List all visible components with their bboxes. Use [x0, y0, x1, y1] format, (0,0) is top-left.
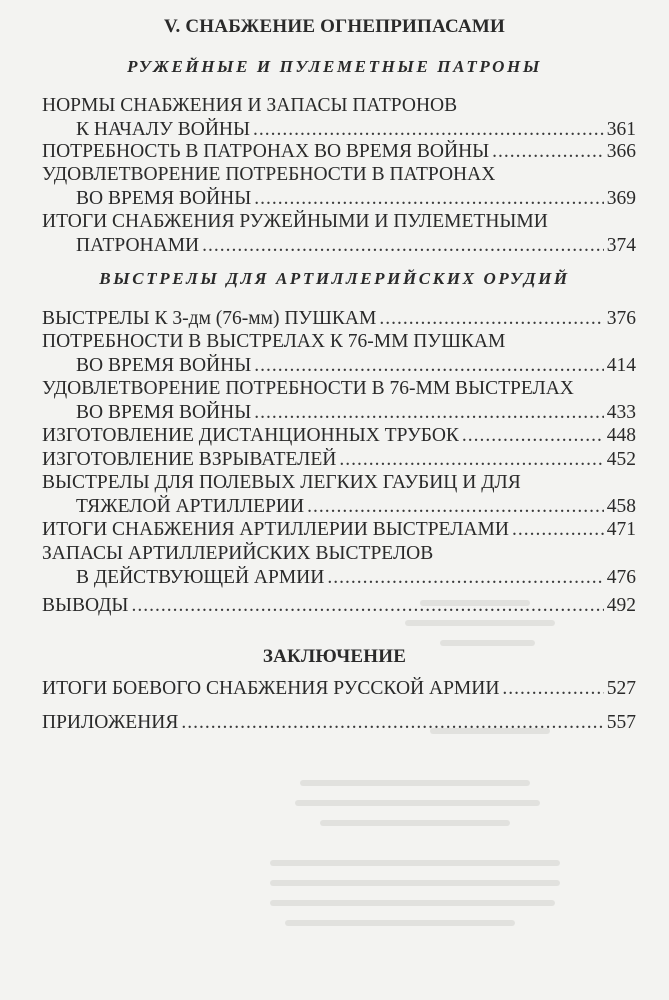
page-number: 452	[606, 449, 636, 470]
page-number: 458	[606, 496, 636, 517]
toc-entry	[42, 471, 636, 519]
entry-text: ПОТРЕБНОСТЬ В ПАТРОНАХ ВО ВРЕМЯ ВОЙНЫ	[42, 141, 490, 162]
page-number: 369	[606, 188, 636, 209]
entry-text-line1: УДОВЛЕТВОРЕНИЕ ПОТРЕБНОСТИ В ПАТРОНАХ	[42, 164, 496, 185]
entry-text-line2: В ДЕЙСТВУЮЩЕЙ АРМИИ	[76, 567, 325, 588]
entry-text-line1: ЗАПАСЫ АРТИЛЛЕРИЙСКИХ ВЫСТРЕЛОВ	[42, 543, 434, 564]
dot-leader	[181, 711, 603, 735]
page-number: 433	[606, 402, 636, 423]
entry-text-line1: УДОВЛЕТВОРЕНИЕ ПОТРЕБНОСТИ В 76-ММ ВЫСТРЕЛАХ	[42, 378, 574, 399]
dot-leader	[254, 401, 604, 425]
dot-leader	[512, 518, 604, 542]
entry-text: ИТОГИ БОЕВОГО СНАБЖЕНИЯ РУССКОЙ АРМИИ	[42, 678, 500, 699]
page-number: 476	[606, 567, 636, 588]
toc-entry	[42, 677, 636, 701]
section-title-artillery-rounds: ВЫСТРЕЛЫ ДЛЯ АРТИЛЛЕРИЙСКИХ ОРУДИЙ	[99, 269, 570, 288]
entry-text: ВЫВОДЫ	[42, 595, 129, 616]
toc-entry	[42, 163, 636, 211]
toc-entry	[42, 594, 636, 618]
part-title: V. СНАБЖЕНИЕ ОГНЕПРИПАСАМИ	[164, 16, 505, 37]
dot-leader	[327, 566, 603, 590]
toc-entry	[42, 711, 636, 735]
toc-entry	[42, 542, 636, 590]
dot-leader	[492, 140, 604, 164]
page-number: 471	[606, 519, 636, 540]
toc-entry	[42, 424, 636, 448]
dot-leader	[307, 495, 604, 519]
page-number: 557	[606, 712, 636, 733]
toc-entry	[42, 330, 636, 378]
entry-text-line1: ВЫСТРЕЛЫ ДЛЯ ПОЛЕВЫХ ЛЕГКИХ ГАУБИЦ И ДЛЯ	[42, 472, 521, 493]
dot-leader	[379, 307, 603, 331]
page-number: 414	[606, 355, 636, 376]
entry-text: ПРИЛОЖЕНИЯ	[42, 712, 179, 733]
toc-entry	[42, 210, 636, 258]
dot-leader	[131, 594, 603, 618]
section-title-rifle-cartridges: РУЖЕЙНЫЕ И ПУЛЕМЕТНЫЕ ПАТРОНЫ	[127, 57, 542, 76]
entry-text-line2: ВО ВРЕМЯ ВОЙНЫ	[76, 355, 252, 376]
page-number: 376	[606, 308, 636, 329]
toc-entry	[42, 448, 636, 472]
entry-text: ИТОГИ СНАБЖЕНИЯ АРТИЛЛЕРИИ ВЫСТРЕЛАМИ	[42, 519, 509, 540]
page-number: 527	[606, 678, 636, 699]
dot-leader	[253, 118, 604, 142]
dot-leader	[462, 424, 604, 448]
entry-text: ВЫСТРЕЛЫ К 3-дм (76-мм) ПУШКАМ	[42, 308, 377, 329]
entry-text-line2: ТЯЖЕЛОЙ АРТИЛЛЕРИИ	[76, 496, 305, 517]
page-number: 361	[606, 119, 636, 140]
entry-text-line1: НОРМЫ СНАБЖЕНИЯ И ЗАПАСЫ ПАТРОНОВ	[42, 95, 458, 116]
dot-leader	[254, 354, 604, 378]
entry-text-line2: ВО ВРЕМЯ ВОЙНЫ	[76, 402, 252, 423]
entry-text-line1: ИТОГИ СНАБЖЕНИЯ РУЖЕЙНЫМИ И ПУЛЕМЕТНЫМИ	[42, 211, 548, 232]
toc-entry	[42, 140, 636, 164]
entry-text: ИЗГОТОВЛЕНИЕ ВЗРЫВАТЕЛЕЙ	[42, 449, 337, 470]
toc-entry	[42, 94, 636, 142]
page-number: 374	[606, 235, 636, 256]
entry-text-line2: ВО ВРЕМЯ ВОЙНЫ	[76, 188, 252, 209]
entry-text-line2: ПАТРОНАМИ	[76, 235, 200, 256]
entry-text: ИЗГОТОВЛЕНИЕ ДИСТАНЦИОННЫХ ТРУБОК	[42, 425, 459, 446]
page-number: 448	[606, 425, 636, 446]
page-number: 492	[606, 595, 636, 616]
page-number: 366	[606, 141, 636, 162]
dot-leader	[339, 448, 603, 472]
toc-entry	[42, 518, 636, 542]
toc-entry	[42, 307, 636, 331]
dot-leader	[502, 677, 603, 701]
dot-leader	[202, 234, 604, 258]
toc-entry	[42, 377, 636, 425]
dot-leader	[254, 187, 604, 211]
entry-text-line1: ПОТРЕБНОСТИ В ВЫСТРЕЛАХ К 76-ММ ПУШКАМ	[42, 331, 506, 352]
entry-text-line2: К НАЧАЛУ ВОЙНЫ	[76, 119, 251, 140]
conclusion-title: ЗАКЛЮЧЕНИЕ	[262, 646, 407, 667]
